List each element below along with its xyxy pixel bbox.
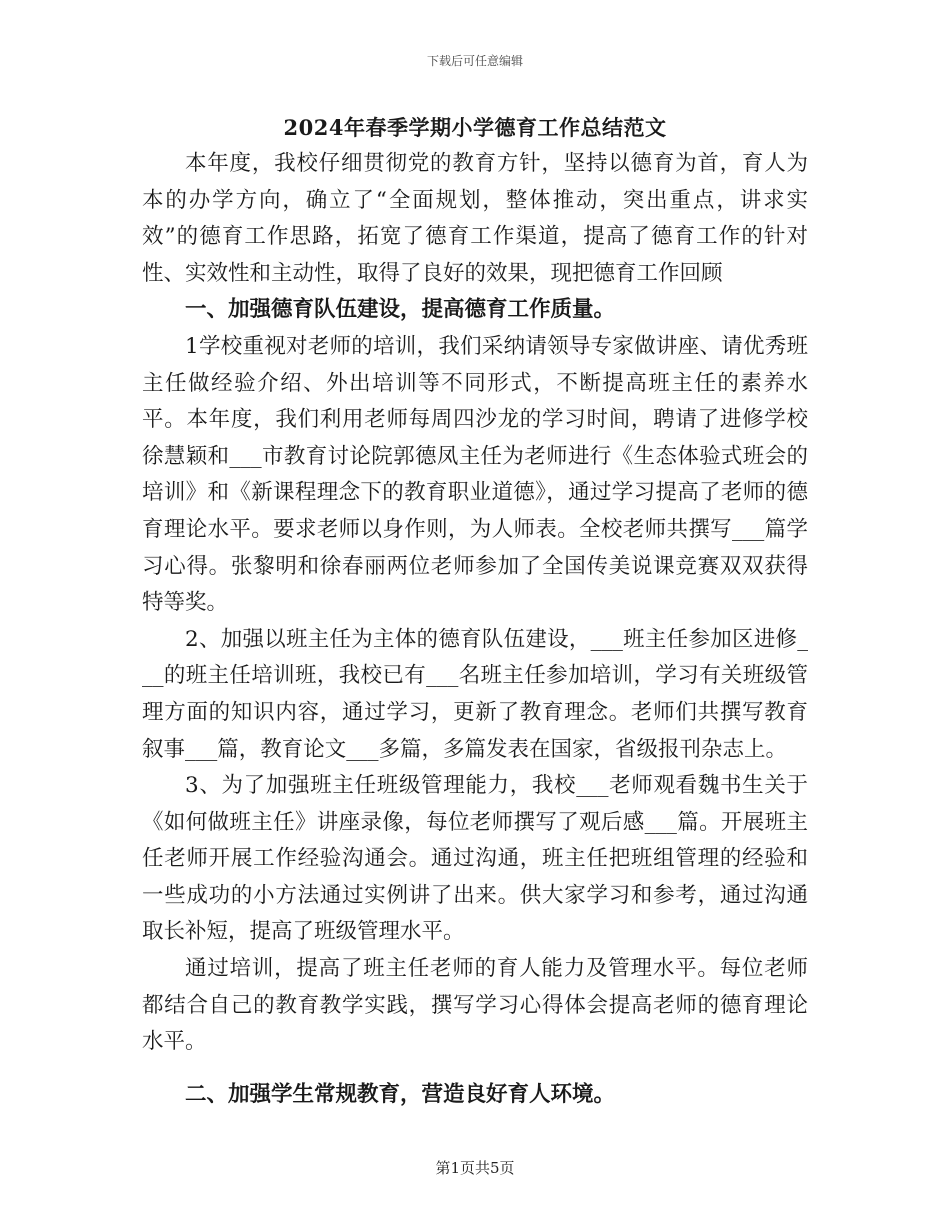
section-heading-2: 二、加强学生常规教育，营造良好育人环境。 xyxy=(185,1081,616,1107)
document-title: 2024年春季学期小学德育工作总结范文 xyxy=(283,115,667,140)
body-paragraph: 1学校重视对老师的培训，我们采纳请领导专家做讲座、请优秀班主任做经验介绍、外出培训等不同形式，不断提高班主任的素养水平。本年度，我们利用老师每周四沙龙的学习时间，聘请了进修学校徐慧颖和___市教育讨论院郭德凤主任为老师进行《生态体验式班会的培训》和《新课程理念下的教育职业道德》，通过学习提高了老师的德育理论水平。要求老师以身作则，为人师表。全校老师共撰写___篇学习心得。张黎明和徐春丽两位老师参加了全国传美说课竞赛双双获得特等奖。 xyxy=(142,333,808,616)
download-edit-note: 下载后可任意编辑 xyxy=(426,54,523,68)
document-body xyxy=(142,110,808,1113)
intro-paragraph: 本年度，我校仔细贯彻党的教育方针，坚持以德育为首，育人为本的办学方向，确立了“全面规划，整体推动，突出重点，讲求实效”的德育工作思路，拓宽了德育工作渠道，提高了德育工作的针对性、实效性和主动性，取得了良好的效果，现把德育工作回顾 xyxy=(142,151,808,286)
body-paragraph: 通过培训，提高了班主任老师的育人能力及管理水平。每位老师都结合自己的教育教学实践，撰写学习心得体会提高老师的德育理论水平。 xyxy=(142,956,808,1055)
page-number: 第1页共5页 xyxy=(435,1159,515,1177)
body-paragraph: 2、加强以班主任为主体的德育队伍建设，___班主任参加区进修___的班主任培训班，我校已有___名班主任参加培训，学习有关班级管理方面的知识内容，通过学习，更新了教育理念。老师们共撰写教育叙事___篇，教育论文___多篇，多篇发表在国家，省级报刊杂志上。 xyxy=(142,626,808,762)
body-paragraph: 3、为了加强班主任班级管理能力，我校___老师观看魏书生关于《如何做班主任》讲座录像，每位老师撰写了观后感___篇。开展班主任老师开展工作经验沟通会。通过沟通，班主任把班组管理的经验和一些成功的小方法通过实例讲了出来。供大家学习和参考，通过沟通取长补短，提高了班级管理水平。 xyxy=(142,773,808,945)
section-heading-1: 一、加强德育队伍建设，提高德育工作质量。 xyxy=(185,297,616,323)
